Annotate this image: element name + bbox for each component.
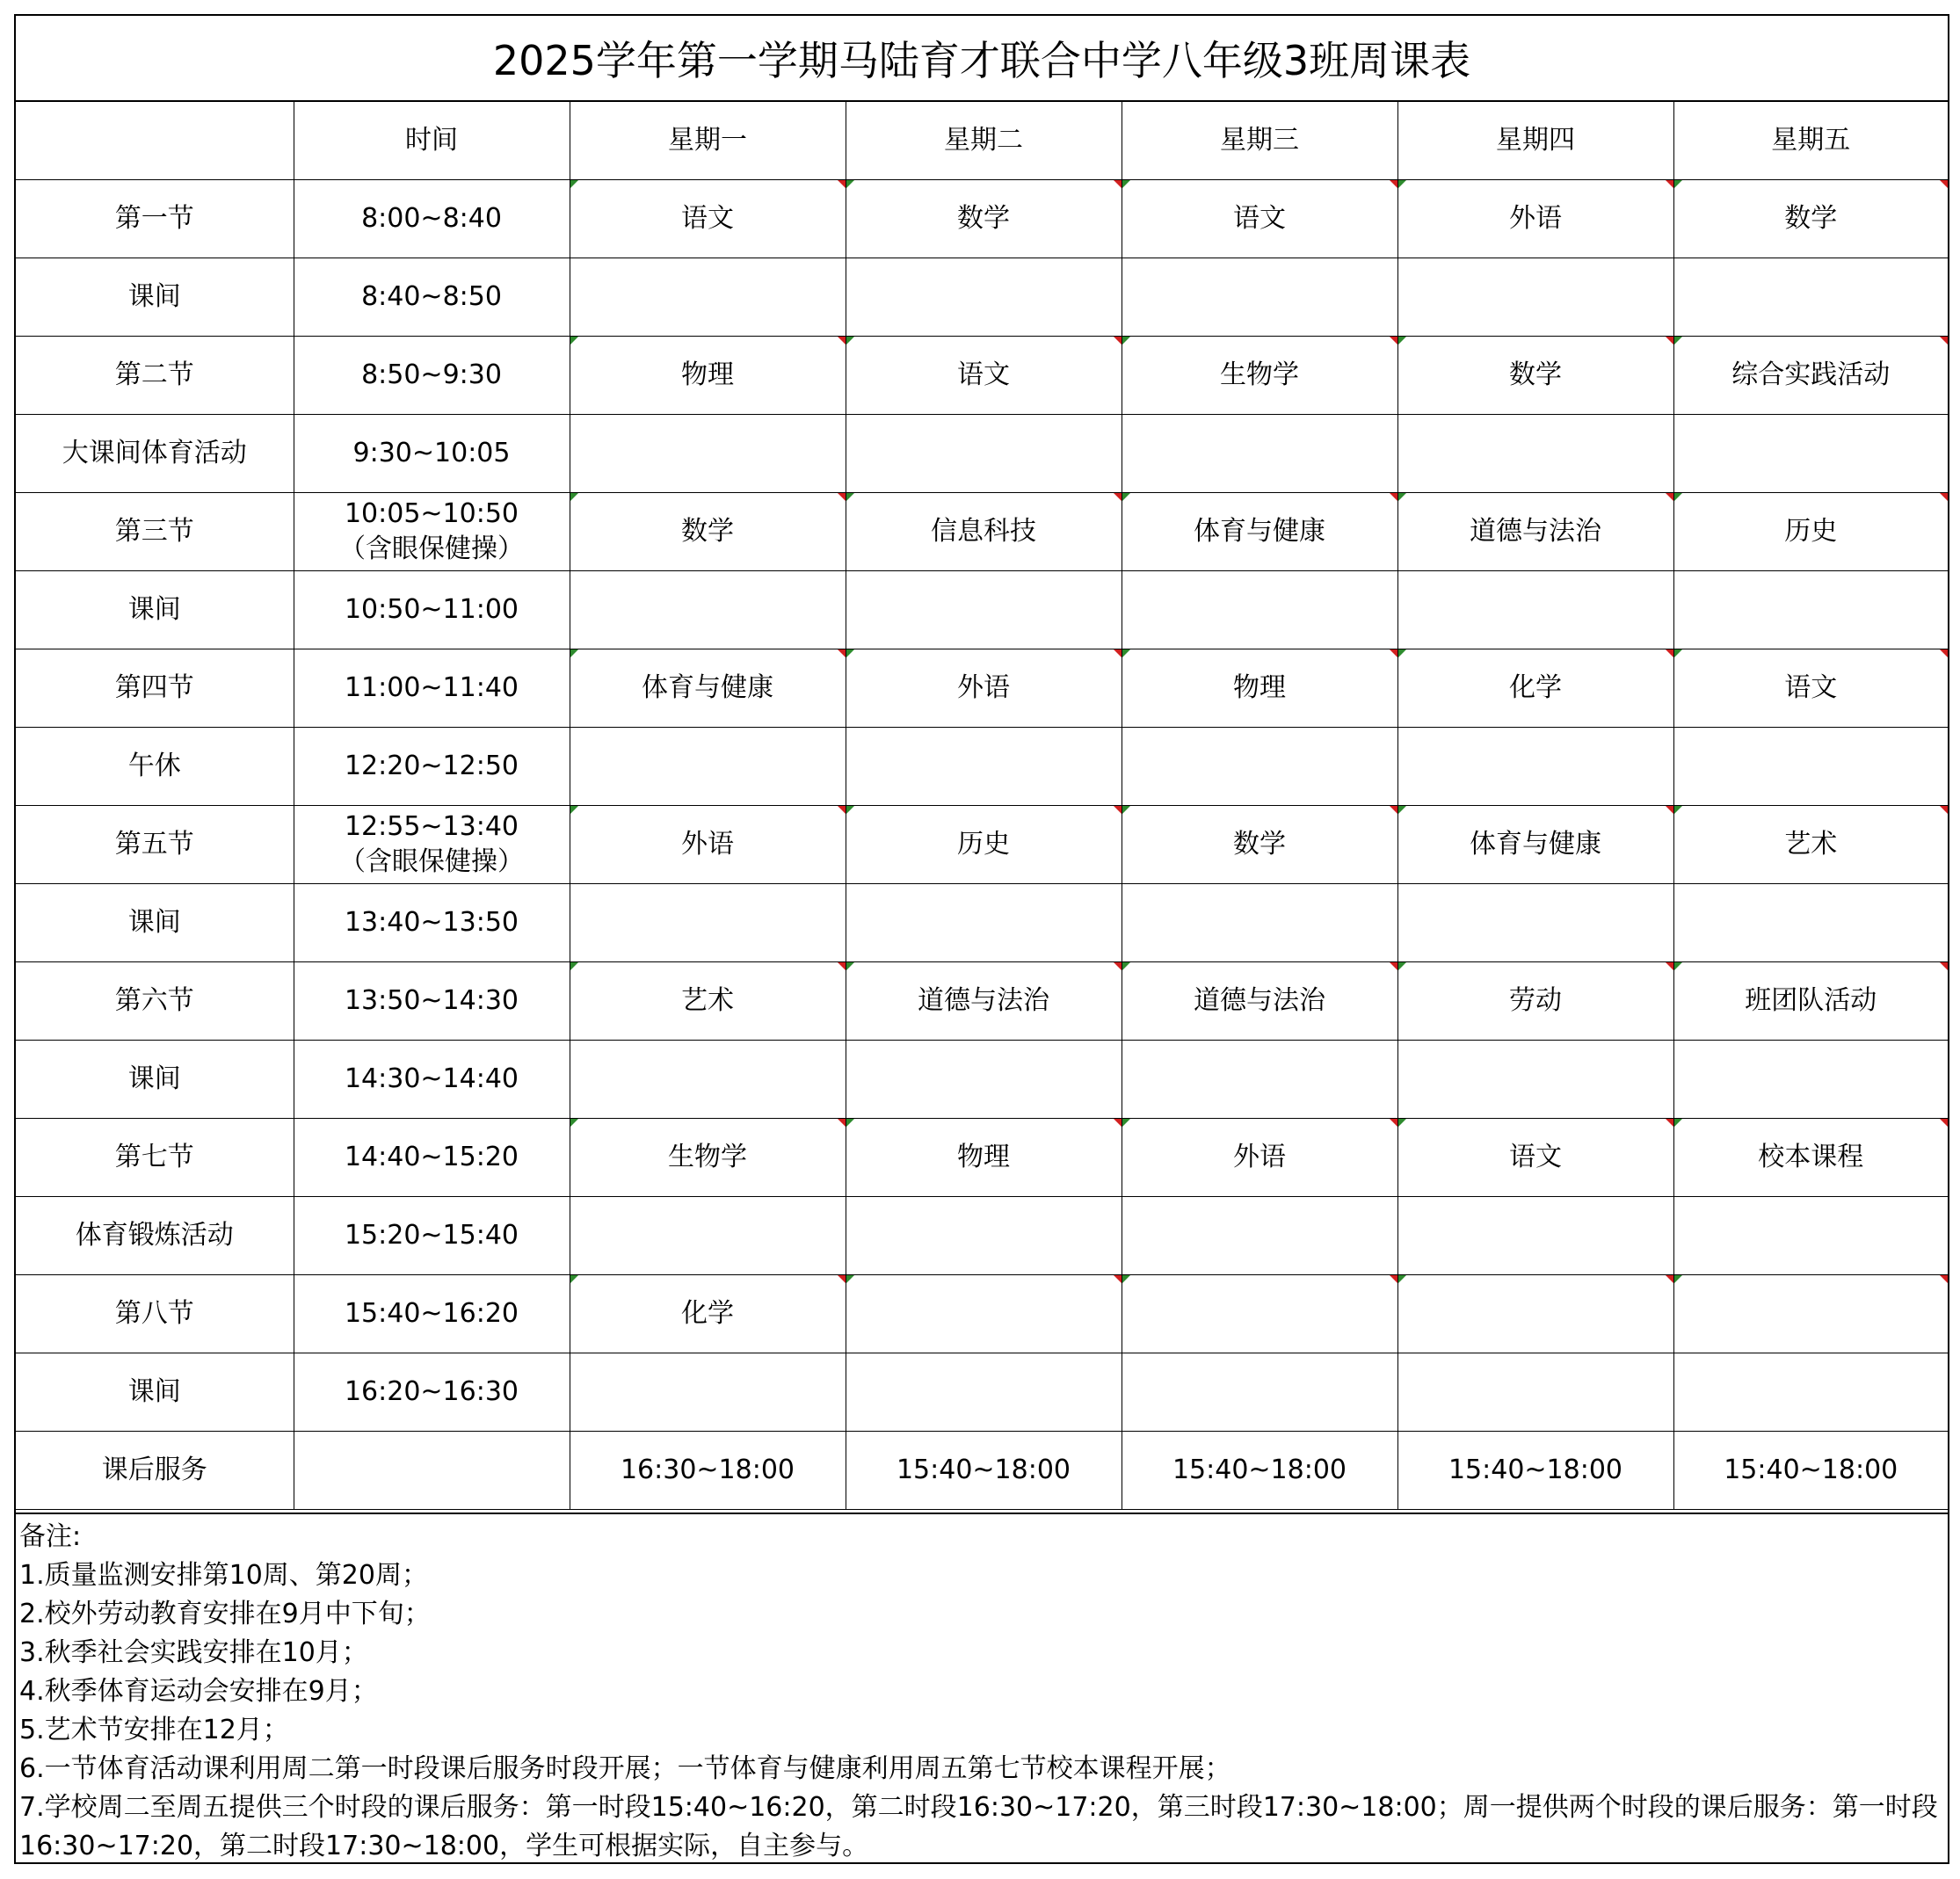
subject-cell-wednesday [1122,1119,1397,1197]
comment-marker-green [1122,1119,1130,1127]
subject-cell-monday [570,806,846,884]
comment-marker-red [1390,962,1397,970]
comment-marker-red [1940,962,1948,970]
subject-text: 综合实践活动 [1731,359,1891,390]
time-line: 12:55~13:40 [344,811,519,842]
time-line: 8:50~9:30 [361,359,502,390]
note-line: 7.学校周二至周五提供三个时段的课后服务：第一时段15:40~16:20，第二时段16:30~17:20，第三时段17:30~18:00；周一提供两个时段的课后服务：第一时段 [19,1792,1938,1823]
subject-cell-monday [570,1353,846,1432]
period-label: 第七节 [16,1119,294,1197]
period-label: 第五节 [16,806,294,884]
subject-cell-wednesday [1122,1275,1397,1353]
table-row [16,728,1948,806]
comment-marker-green [570,337,578,345]
subject-text: 外语 [957,672,1010,703]
subject-text: 语文 [681,203,734,234]
subject-cell-monday [570,728,846,806]
subject-cell-friday [1673,571,1948,649]
header-thursday: 星期四 [1397,102,1673,180]
subject-cell-tuesday [846,806,1122,884]
subject-cell-tuesday [846,571,1122,649]
subject-text: 语文 [1509,1142,1562,1172]
time-line: 16:20~16:30 [344,1376,519,1407]
time-cell [294,884,570,962]
subject-cell-tuesday [846,180,1122,258]
time-cell [294,1041,570,1119]
time-line: 8:40~8:50 [361,281,502,312]
table-row [16,1432,1948,1510]
subject-text: 艺术 [1784,829,1838,860]
header-time: 时间 [294,102,570,180]
time-cell [294,806,570,884]
subject-cell-tuesday [846,1432,1122,1510]
time-cell [294,1353,570,1432]
period-label: 课间 [16,884,294,962]
subject-cell-tuesday [846,1119,1122,1197]
comment-marker-green [1398,180,1406,188]
subject-cell-tuesday [846,884,1122,962]
subject-cell-thursday [1397,493,1673,571]
subject-cell-monday [570,649,846,728]
subject-cell-wednesday [1122,1041,1397,1119]
comment-marker-red [1390,1119,1397,1127]
comment-marker-green [1674,1275,1682,1283]
comment-marker-green [1122,962,1130,970]
comment-marker-green [846,1119,854,1127]
time-cell [294,180,570,258]
comment-marker-red [838,962,846,970]
time-line: 14:40~15:20 [344,1142,519,1172]
subject-cell-tuesday [846,337,1122,415]
subject-text: 15:40~18:00 [1448,1455,1623,1485]
table-row [16,1041,1948,1119]
time-line: 9:30~10:05 [352,438,511,468]
table-row [16,1275,1948,1353]
subject-cell-thursday [1397,258,1673,337]
subject-text: 化学 [681,1298,734,1329]
period-label: 午休 [16,728,294,806]
time-line: 8:00~8:40 [361,203,502,234]
subject-cell-thursday [1397,1197,1673,1275]
subject-cell-tuesday [846,258,1122,337]
subject-cell-tuesday [846,1041,1122,1119]
comment-marker-red [838,649,846,657]
subject-cell-wednesday [1122,493,1397,571]
comment-marker-red [838,1119,846,1127]
subject-text: 生物学 [1220,359,1299,390]
note-line: 16:30~17:20，第二时段17:30~18:00，学生可根据实际，自主参与。 [19,1831,869,1861]
subject-text: 班团队活动 [1745,985,1877,1016]
subject-text: 15:40~18:00 [896,1455,1071,1485]
comment-marker-green [570,180,578,188]
subject-text: 体育与健康 [1470,829,1601,860]
table-row [16,180,1948,258]
time-cell [294,415,570,493]
notes-heading: 备注: [19,1521,82,1552]
subject-cell-monday [570,1197,846,1275]
note-line: 4.秋季体育运动会安排在9月； [19,1676,378,1707]
comment-marker-red [1390,493,1397,501]
subject-cell-wednesday [1122,415,1397,493]
subject-cell-wednesday [1122,337,1397,415]
subject-text: 物理 [957,1142,1010,1172]
subject-cell-friday [1673,806,1948,884]
comment-marker-red [1666,1275,1673,1283]
subject-cell-friday [1673,1197,1948,1275]
comment-marker-green [1122,1275,1130,1283]
subject-text: 道德与法治 [918,985,1049,1016]
time-cell [294,258,570,337]
comment-marker-red [1666,649,1673,657]
subject-text: 外语 [1233,1142,1286,1172]
comment-marker-green [1674,493,1682,501]
subject-text: 劳动 [1509,985,1562,1016]
timetable-sheet [14,14,1949,1864]
subject-cell-friday [1673,884,1948,962]
subject-text: 物理 [1233,672,1286,703]
time-line: 10:50~11:00 [344,594,519,625]
note-line: 3.秋季社会实践安排在10月； [19,1637,368,1668]
comment-marker-green [570,962,578,970]
comment-marker-green [570,649,578,657]
comment-marker-red [1666,1119,1673,1127]
comment-marker-green [1122,180,1130,188]
table-row [16,493,1948,571]
comment-marker-green [846,649,854,657]
subject-cell-friday [1673,337,1948,415]
comment-marker-red [1940,806,1948,814]
comment-marker-red [1666,180,1673,188]
subject-text: 数学 [1509,359,1562,390]
subject-cell-friday [1673,1275,1948,1353]
subject-cell-monday [570,180,846,258]
period-label: 第二节 [16,337,294,415]
table-row [16,258,1948,337]
comment-marker-green [1398,1119,1406,1127]
subject-cell-friday [1673,1353,1948,1432]
subject-text: 16:30~18:00 [620,1455,795,1485]
subject-text: 数学 [1233,829,1286,860]
subject-cell-thursday [1397,649,1673,728]
comment-marker-green [1674,180,1682,188]
time-cell [294,1432,570,1510]
subject-cell-monday [570,1275,846,1353]
notes-section [16,1513,1948,1866]
comment-marker-red [1390,337,1397,345]
comment-marker-green [846,1275,854,1283]
header-wednesday: 星期三 [1122,102,1397,180]
subject-cell-thursday [1397,571,1673,649]
comment-marker-red [1666,493,1673,501]
comment-marker-green [1122,806,1130,814]
subject-cell-thursday [1397,962,1673,1041]
time-cell [294,493,570,571]
comment-marker-green [1398,806,1406,814]
subject-cell-friday [1673,1041,1948,1119]
subject-cell-friday [1673,649,1948,728]
period-label: 课间 [16,1041,294,1119]
period-label: 课间 [16,1353,294,1432]
comment-marker-green [1398,493,1406,501]
time-line: 13:40~13:50 [344,907,519,938]
comment-marker-red [1940,180,1948,188]
comment-marker-red [838,493,846,501]
subject-cell-monday [570,962,846,1041]
header-monday: 星期一 [570,102,846,180]
subject-cell-friday [1673,493,1948,571]
subject-text: 体育与健康 [642,672,773,703]
subject-text: 化学 [1509,672,1562,703]
subject-cell-monday [570,1041,846,1119]
comment-marker-green [1674,806,1682,814]
period-label: 第八节 [16,1275,294,1353]
note-line: 2.校外劳动教育安排在9月中下旬； [19,1599,431,1629]
period-label: 第一节 [16,180,294,258]
period-label: 第六节 [16,962,294,1041]
table-row [16,1353,1948,1432]
subject-cell-monday [570,258,846,337]
subject-text: 15:40~18:00 [1172,1455,1347,1485]
comment-marker-green [1122,649,1130,657]
table-row [16,415,1948,493]
header-friday: 星期五 [1673,102,1948,180]
comment-marker-green [1122,493,1130,501]
subject-cell-thursday [1397,1119,1673,1197]
subject-cell-tuesday [846,962,1122,1041]
subject-text: 数学 [957,203,1010,234]
period-label: 课间 [16,571,294,649]
time-cell [294,1275,570,1353]
time-line: 12:20~12:50 [344,751,519,781]
comment-marker-green [1674,1119,1682,1127]
comment-marker-green [1674,962,1682,970]
comment-marker-red [1114,493,1122,501]
comment-marker-green [1122,337,1130,345]
subject-cell-wednesday [1122,1197,1397,1275]
time-line: 15:40~16:20 [344,1298,519,1329]
comment-marker-red [1114,1275,1122,1283]
subject-cell-tuesday [846,649,1122,728]
subject-cell-wednesday [1122,649,1397,728]
subject-cell-thursday [1397,884,1673,962]
comment-marker-red [1666,962,1673,970]
subject-cell-wednesday [1122,806,1397,884]
comment-marker-red [1940,337,1948,345]
subject-cell-friday [1673,415,1948,493]
comment-marker-red [1940,493,1948,501]
comment-marker-green [846,493,854,501]
subject-cell-thursday [1397,1275,1673,1353]
subject-text: 艺术 [681,985,734,1016]
note-line: 6.一节体育活动课利用周二第一时段课后服务时段开展；一节体育与健康利用周五第七节校本课程开展； [19,1753,1231,1784]
subject-cell-monday [570,337,846,415]
time-line: 13:50~14:30 [344,985,519,1016]
header-row [16,102,1948,180]
comment-marker-red [1390,180,1397,188]
comment-marker-red [838,337,846,345]
table-row [16,337,1948,415]
subject-cell-wednesday [1122,1432,1397,1510]
subject-text: 数学 [681,516,734,547]
comment-marker-green [570,1119,578,1127]
subject-cell-tuesday [846,493,1122,571]
comment-marker-green [846,180,854,188]
subject-cell-monday [570,493,846,571]
header-corner-cell [16,102,294,180]
comment-marker-red [1666,337,1673,345]
time-line: 11:00~11:40 [344,672,519,703]
note-line: 5.艺术节安排在12月； [19,1715,289,1745]
subject-text: 外语 [681,829,734,860]
subject-cell-tuesday [846,1197,1122,1275]
subject-cell-tuesday [846,1275,1122,1353]
subject-cell-thursday [1397,1041,1673,1119]
subject-cell-monday [570,571,846,649]
comment-marker-red [1114,649,1122,657]
comment-marker-red [1390,1275,1397,1283]
comment-marker-red [1940,1275,1948,1283]
period-label: 体育锻炼活动 [16,1197,294,1275]
time-line: 14:30~14:40 [344,1063,519,1094]
subject-text: 道德与法治 [1194,985,1325,1016]
table-row [16,962,1948,1041]
subject-text: 生物学 [668,1142,747,1172]
subject-text: 校本课程 [1758,1142,1864,1172]
comment-marker-green [1398,337,1406,345]
comment-marker-red [838,806,846,814]
comment-marker-green [1398,962,1406,970]
comment-marker-red [838,1275,846,1283]
subject-cell-thursday [1397,728,1673,806]
time-cell [294,728,570,806]
comment-marker-green [570,806,578,814]
subject-cell-wednesday [1122,180,1397,258]
timetable [16,102,1948,1510]
comment-marker-red [1940,649,1948,657]
subject-text: 语文 [957,359,1010,390]
subject-cell-wednesday [1122,1353,1397,1432]
subject-cell-thursday [1397,415,1673,493]
subject-cell-tuesday [846,1353,1122,1432]
subject-cell-thursday [1397,1432,1673,1510]
comment-marker-red [1114,962,1122,970]
subject-text: 物理 [681,359,734,390]
comment-marker-green [570,493,578,501]
subject-text: 体育与健康 [1194,516,1325,547]
subject-cell-monday [570,415,846,493]
time-cell [294,649,570,728]
subject-cell-wednesday [1122,962,1397,1041]
time-line: （含眼保健操） [339,846,524,877]
period-label: 第四节 [16,649,294,728]
subject-cell-monday [570,1432,846,1510]
comment-marker-green [1398,1275,1406,1283]
subject-cell-friday [1673,1119,1948,1197]
comment-marker-green [1674,649,1682,657]
subject-text: 15:40~18:00 [1724,1455,1898,1485]
subject-cell-thursday [1397,180,1673,258]
time-cell [294,1197,570,1275]
header-tuesday: 星期二 [846,102,1122,180]
subject-cell-friday [1673,962,1948,1041]
time-cell [294,962,570,1041]
time-line: （含眼保健操） [339,533,524,564]
comment-marker-green [846,806,854,814]
subject-text: 历史 [957,829,1010,860]
table-row [16,884,1948,962]
subject-text: 数学 [1784,203,1838,234]
comment-marker-green [846,337,854,345]
comment-marker-green [570,1275,578,1283]
time-line: 15:20~15:40 [344,1220,519,1251]
comment-marker-red [838,180,846,188]
subject-cell-tuesday [846,728,1122,806]
comment-marker-red [1114,337,1122,345]
period-label: 大课间体育活动 [16,415,294,493]
subject-text: 外语 [1509,203,1562,234]
time-line: 10:05~10:50 [344,498,519,529]
period-label: 第三节 [16,493,294,571]
subject-cell-friday [1673,258,1948,337]
subject-cell-monday [570,1119,846,1197]
period-label: 课间 [16,258,294,337]
comment-marker-green [1398,649,1406,657]
table-row [16,649,1948,728]
table-row [16,806,1948,884]
subject-text: 信息科技 [931,516,1036,547]
time-cell [294,1119,570,1197]
table-row [16,571,1948,649]
subject-cell-friday [1673,1432,1948,1510]
subject-text: 语文 [1784,672,1838,703]
table-row [16,1119,1948,1197]
page-title: 2025学年第一学期马陆育才联合中学八年级3班周课表 [16,16,1948,102]
period-label: 课后服务 [16,1432,294,1510]
comment-marker-red [1940,1119,1948,1127]
subject-cell-wednesday [1122,258,1397,337]
subject-cell-wednesday [1122,728,1397,806]
subject-text: 历史 [1784,516,1838,547]
time-cell [294,337,570,415]
subject-cell-thursday [1397,1353,1673,1432]
comment-marker-green [846,962,854,970]
subject-cell-friday [1673,728,1948,806]
subject-cell-wednesday [1122,884,1397,962]
comment-marker-red [1666,806,1673,814]
note-line: 1.质量监测安排第10周、第20周； [19,1560,428,1591]
comment-marker-red [1390,649,1397,657]
subject-text: 道德与法治 [1470,516,1601,547]
table-row [16,1197,1948,1275]
comment-marker-red [1390,806,1397,814]
subject-cell-monday [570,884,846,962]
subject-cell-friday [1673,180,1948,258]
time-cell [294,571,570,649]
subject-cell-wednesday [1122,571,1397,649]
subject-cell-thursday [1397,337,1673,415]
subject-text: 语文 [1233,203,1286,234]
comment-marker-green [1674,337,1682,345]
subject-cell-thursday [1397,806,1673,884]
comment-marker-red [1114,180,1122,188]
comment-marker-red [1114,1119,1122,1127]
comment-marker-red [1114,806,1122,814]
subject-cell-tuesday [846,415,1122,493]
